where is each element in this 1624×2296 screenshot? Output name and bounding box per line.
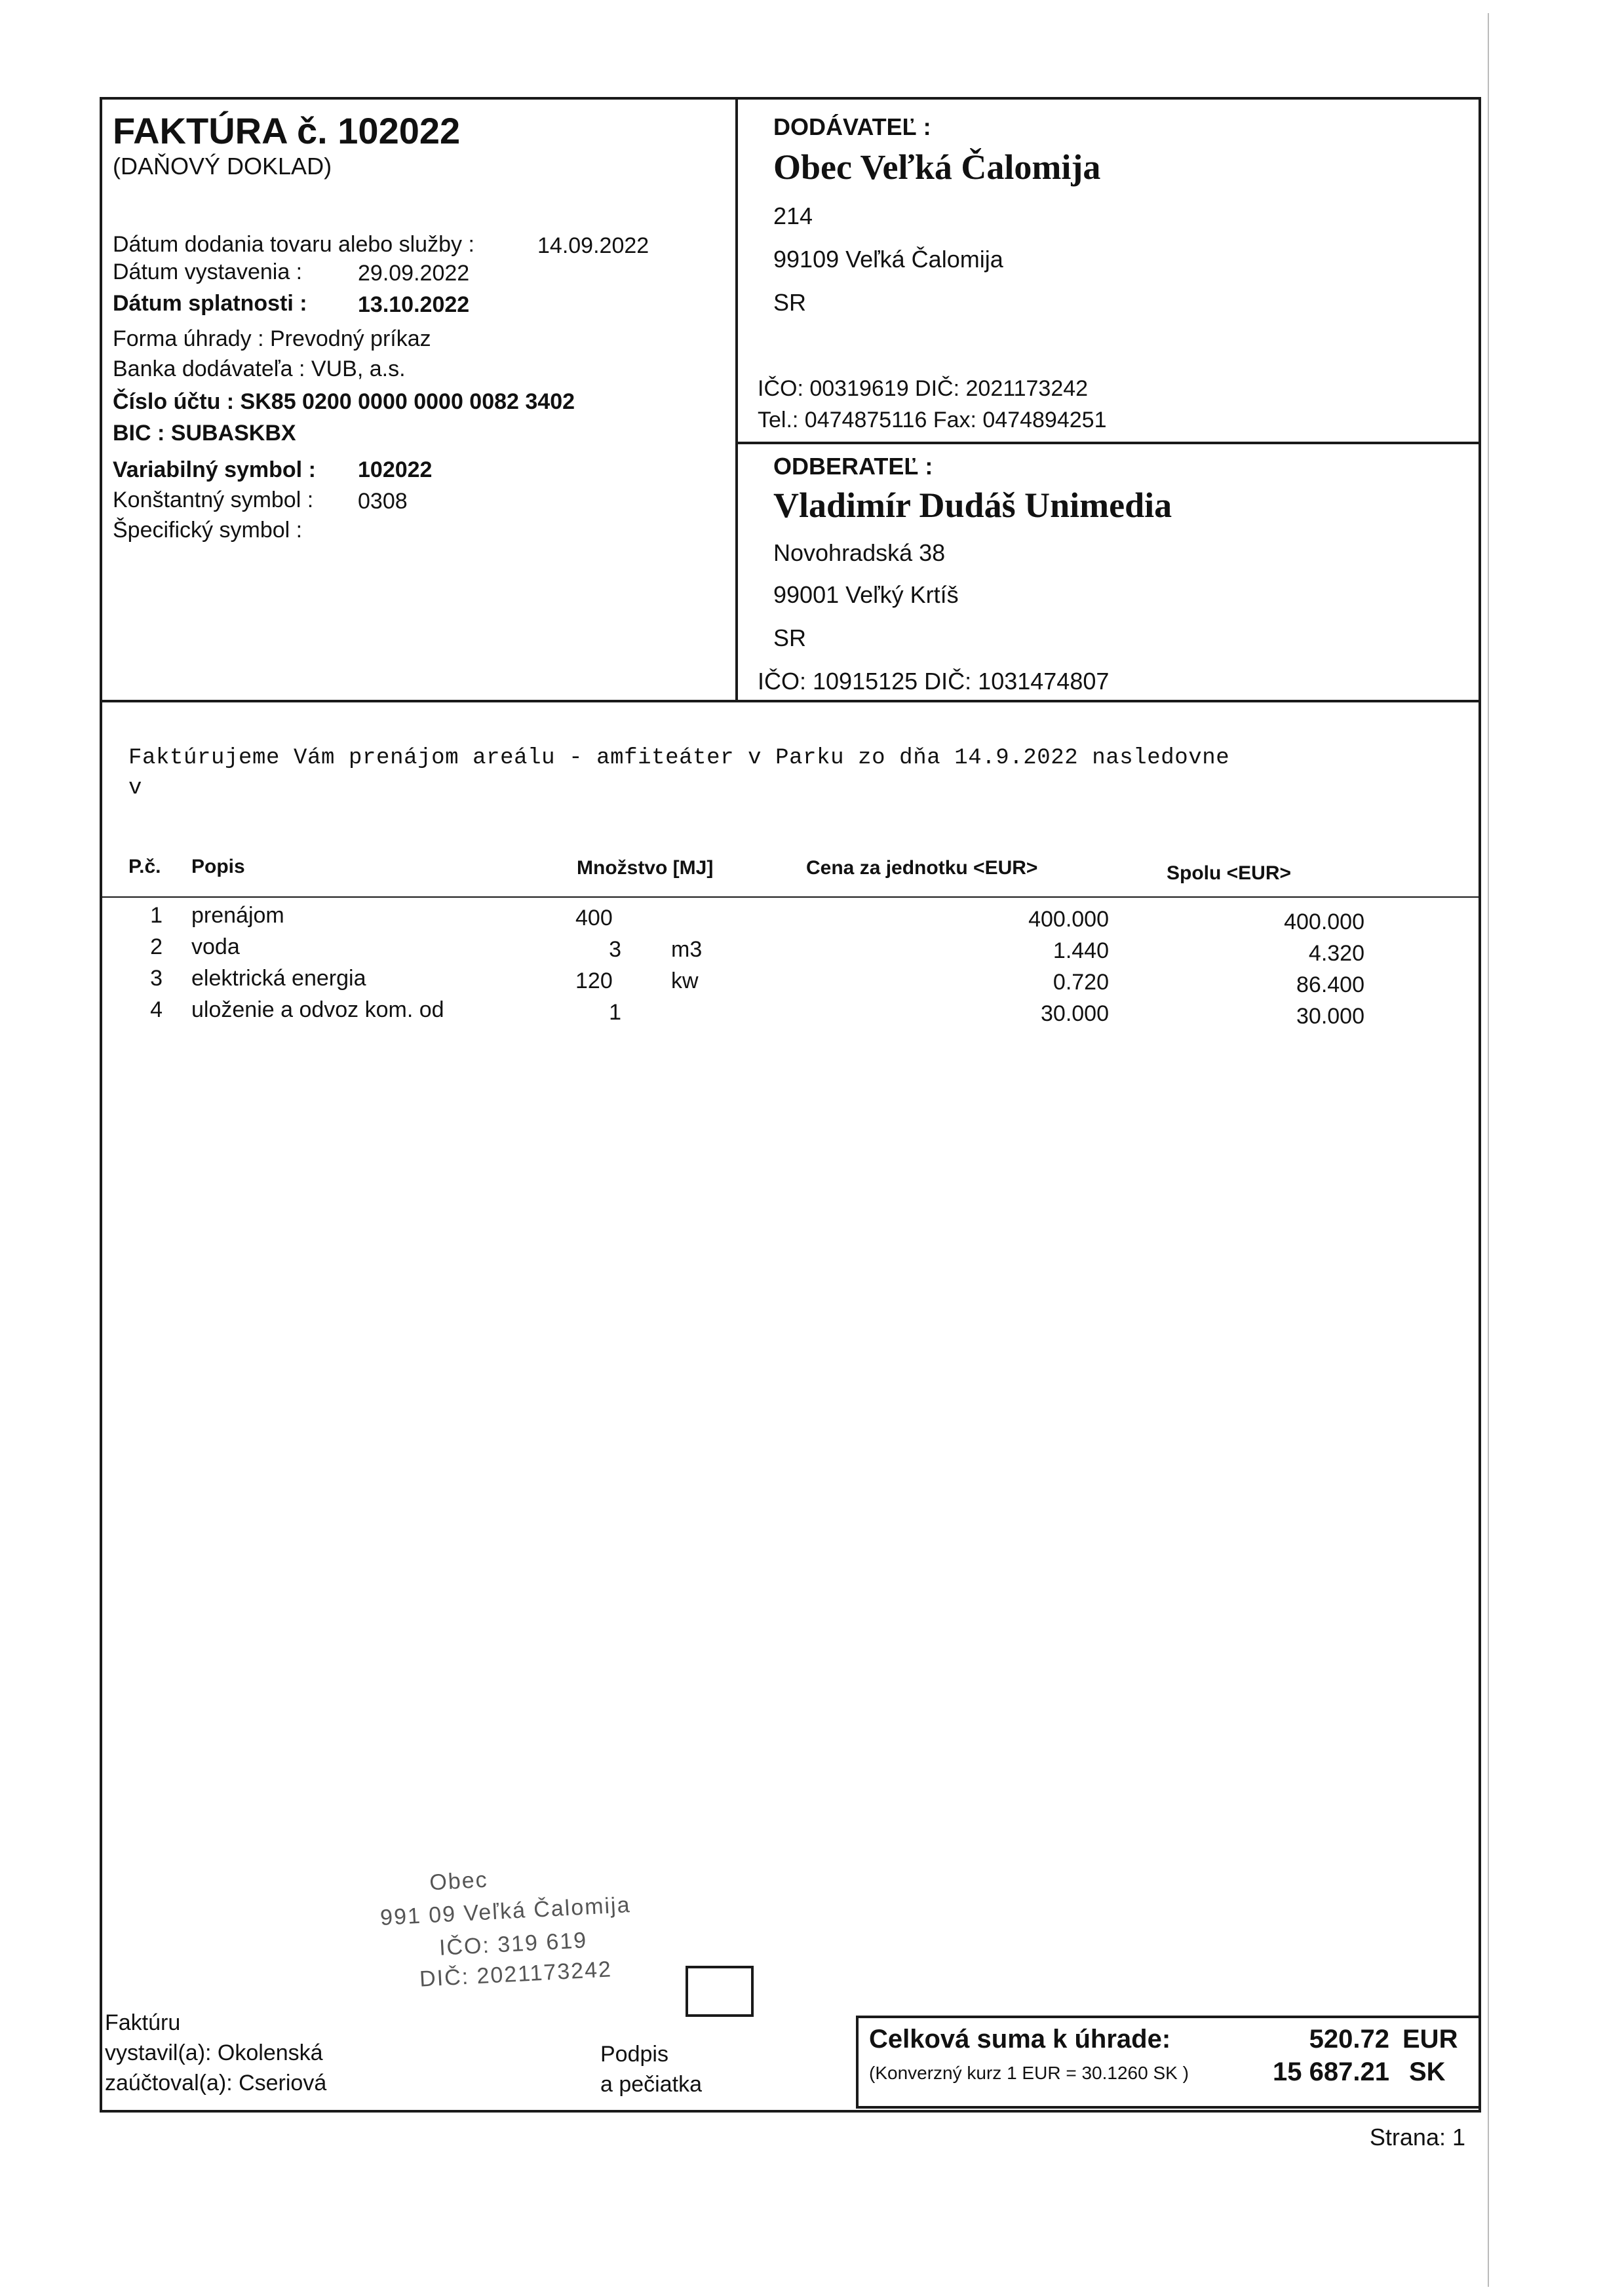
row-description: prenájom: [191, 903, 284, 928]
row-unit-price: 400.000: [1028, 907, 1109, 932]
variable-symbol-label: Variabilný symbol :: [113, 457, 316, 482]
currency-sk: SK: [1409, 2057, 1446, 2086]
conversion-note: (Konverzný kurz 1 EUR = 30.1260 SK ): [869, 2063, 1189, 2083]
row-description: voda: [191, 934, 240, 959]
signature-label-1: Podpis: [600, 2042, 668, 2067]
customer-city: 99001 Veľký Krtíš: [773, 581, 959, 608]
stamp-line-1: Obec: [429, 1867, 489, 1896]
supplier-ids: IČO: 00319619 DIČ: 2021173242: [758, 376, 1089, 401]
supplier-country: SR: [773, 289, 807, 316]
variable-symbol: 102022: [358, 457, 433, 482]
due-date: 13.10.2022: [358, 292, 470, 317]
official-stamp: [354, 1869, 695, 2000]
customer-heading: ODBERATEĽ :: [773, 453, 933, 480]
header-divider: [735, 97, 738, 702]
intro-text: Faktúrujeme Vám prenájom areálu - amfiteáter v Parku zo dňa 14.9.2022 nasledovne: [128, 746, 1230, 771]
currency-eur: EUR: [1402, 2025, 1458, 2054]
row-total: 400.000: [1284, 909, 1364, 934]
bank-name: Banka dodávateľa : VUB, a.s.: [113, 356, 406, 381]
row-quantity: 400: [575, 906, 613, 930]
col-header-quantity: Množstvo [MJ]: [577, 857, 714, 879]
supplier-street: 214: [773, 202, 813, 229]
total-label: Celková suma k úhrade:: [869, 2025, 1171, 2054]
row-unit: m3: [671, 937, 703, 962]
row-description: elektrická energia: [191, 966, 366, 991]
page-number: Strana: 1: [1369, 2124, 1465, 2151]
specific-symbol-label: Špecifický symbol :: [113, 518, 303, 543]
payment-method: Forma úhrady : Prevodný príkaz: [113, 326, 431, 351]
stamp-line-2: 991 09 Veľká Čalomija: [379, 1892, 632, 1930]
supplier-customer-divider: [735, 442, 1481, 444]
bic-code: BIC : SUBASKBX: [113, 421, 296, 446]
supplier-contacts: Tel.: 0474875116 Fax: 0474894251: [758, 408, 1107, 432]
row-unit-price: 1.440: [1053, 938, 1109, 963]
col-header-no: P.č.: [128, 856, 161, 877]
row-quantity: 120: [575, 968, 613, 993]
row-number: 4: [150, 997, 163, 1022]
row-total: 4.320: [1308, 941, 1364, 966]
table-row: [100, 904, 1481, 933]
invoice-title: FAKTÚRA č. 102022: [113, 110, 461, 151]
row-quantity: 1: [609, 1000, 621, 1025]
signature-box: [686, 1966, 754, 2017]
row-unit-price: 30.000: [1041, 1001, 1109, 1026]
delivery-date: 14.09.2022: [537, 233, 649, 258]
invoice-subtitle: (DAŇOVÝ DOKLAD): [113, 153, 332, 180]
customer-street: Novohradská 38: [773, 539, 946, 566]
delivery-date-label: Dátum dodania tovaru alebo služby :: [113, 232, 474, 257]
total-eur: 520.72: [1309, 2025, 1389, 2054]
stamp-line-3: IČO: 319 619: [438, 1928, 589, 1961]
issue-date-label: Dátum vystavenia :: [113, 259, 303, 284]
col-header-description: Popis: [191, 856, 245, 877]
signature-label-2: a pečiatka: [600, 2072, 702, 2097]
col-header-unit-price: Cena za jednotku <EUR>: [806, 857, 1038, 879]
col-header-total: Spolu <EUR>: [1167, 862, 1292, 884]
account-number: Číslo účtu : SK85 0200 0000 0000 0082 3402: [113, 389, 575, 414]
row-total: 86.400: [1296, 972, 1364, 997]
table-header-rule: [100, 896, 1481, 898]
row-total: 30.000: [1296, 1004, 1364, 1029]
row-unit-price: 0.720: [1053, 970, 1109, 995]
supplier-name: Obec Veľká Čalomija: [773, 147, 1101, 187]
row-description: uloženie a odvoz kom. od: [191, 997, 444, 1022]
intro-text-continuation: v: [128, 776, 142, 801]
row-number: 2: [150, 934, 163, 959]
scan-edge-right: [1488, 13, 1489, 2287]
table-row: [100, 999, 1481, 1027]
customer-country: SR: [773, 624, 807, 651]
table-row: [100, 967, 1481, 996]
constant-symbol-label: Konštantný symbol :: [113, 488, 314, 512]
supplier-city: 99109 Veľká Čalomija: [773, 246, 1003, 273]
table-row: [100, 936, 1481, 965]
issue-date: 29.09.2022: [358, 261, 470, 286]
customer-ids: IČO: 10915125 DIČ: 1031474807: [758, 668, 1110, 695]
customer-name: Vladimír Dudáš Unimedia: [773, 486, 1172, 525]
total-sk: 15 687.21: [1273, 2057, 1389, 2086]
row-quantity: 3: [609, 937, 621, 962]
supplier-heading: DODÁVATEĽ :: [773, 113, 931, 140]
stamp-line-4: DIČ: 2021173242: [419, 1957, 613, 1992]
row-number: 1: [150, 903, 163, 928]
row-unit: kw: [671, 968, 699, 993]
booked-by: zaúčtoval(a): Cseriová: [105, 2071, 327, 2095]
constant-symbol: 0308: [358, 489, 408, 514]
due-date-label: Dátum splatnosti :: [113, 291, 307, 316]
issued-title: Faktúru: [105, 2010, 181, 2035]
row-number: 3: [150, 966, 163, 991]
issued-by: vystavil(a): Okolenská: [105, 2040, 323, 2065]
